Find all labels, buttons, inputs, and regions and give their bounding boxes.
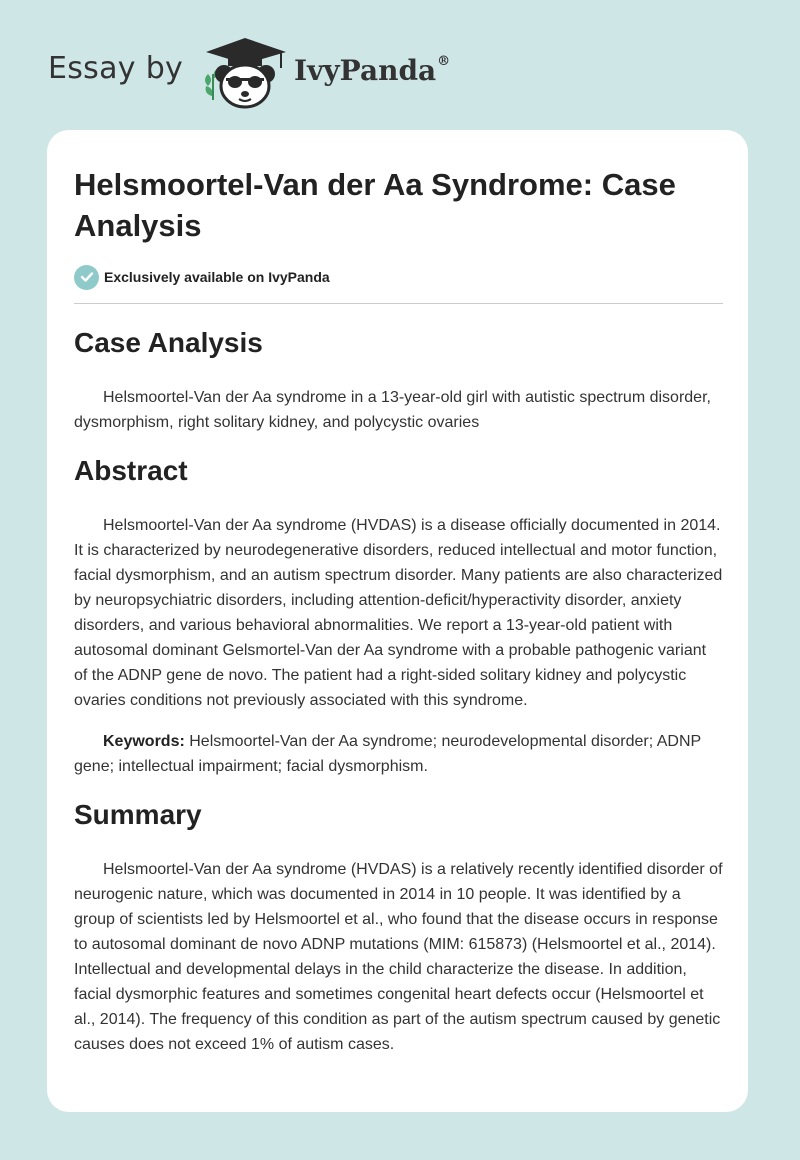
- section-heading-abstract: Abstract: [74, 455, 188, 486]
- abstract-paragraph: Helsmoortel-Van der Aa syndrome (HVDAS) is a disease officially documented in 2014. It is characterized by neurodegenerative disorders, reduced intellectual and motor function, facial dysmorphism, and an autism spectrum disorder. Many patients are also characterized by neuropsychiatric disorders, including attention-deficit/hyperactivity disorder, anxiety disorders, and various behavioral abnormalities. We report a 13-year-old patient with autosomal dominant Gelsmortel-Van der Aa syndrome with a probable pathogenic variant of the ADNP gene de novo. The patient had a right-sided solitary kidney and polycystic ovaries conditions not previously associated with this syndrome.: [74, 517, 723, 709]
- keywords-label: Keywords:: [103, 733, 185, 750]
- section-heading-case-analysis: Case Analysis: [74, 327, 263, 358]
- brand-prefix: Essay by: [48, 51, 184, 86]
- title-divider: [74, 303, 723, 304]
- trademark-symbol: ®: [437, 54, 451, 69]
- summary-paragraph: Helsmoortel-Van der Aa syndrome (HVDAS) is a relatively recently identified disorder of neurogenic nature, which was documented in 2014 in 10 people. It was identified by a group of scientists led by Helsmoortel et al., who found that the disease occurs in response to autosomal dominant de novo ADNP mutations (MIM: 615873) (Helsmoortel et al., 2014). Intellectual and developmental delays in the child characterize the disease. In addition, facial dysmorphic features and sometimes congenital heart defects occur (Helsmoortel et al., 2014). The frequency of this condition as part of the autism spectrum caused by genetic causes does not exceed 1% of autism cases.: [74, 861, 723, 1053]
- case-analysis-paragraph: Helsmoortel-Van der Aa syndrome in a 13-year-old girl with autistic spectrum disorder, dysmorphism, right solitary kidney, and polycystic ovaries: [74, 389, 711, 431]
- panda-logo-icon: [200, 34, 290, 110]
- brand-name[interactable]: IvyPanda®: [294, 54, 451, 87]
- brand-header: [48, 34, 508, 114]
- essay-card: [47, 130, 748, 1112]
- keywords-text: Helsmoortel-Van der Aa syndrome; neurodevelopmental disorder; ADNP gene; intellectual impairment; facial dysmorphism.: [74, 733, 701, 775]
- exclusive-badge-label: Exclusively available on IvyPanda: [104, 269, 330, 285]
- page-title: Helsmoortel-Van der Aa Syndrome: Case Analysis: [74, 167, 676, 243]
- keywords-paragraph: [74, 729, 723, 779]
- graduation-cap-icon: [206, 38, 286, 68]
- check-circle-icon: [74, 265, 99, 290]
- exclusive-badge: [74, 264, 330, 290]
- section-heading-summary: Summary: [74, 799, 202, 830]
